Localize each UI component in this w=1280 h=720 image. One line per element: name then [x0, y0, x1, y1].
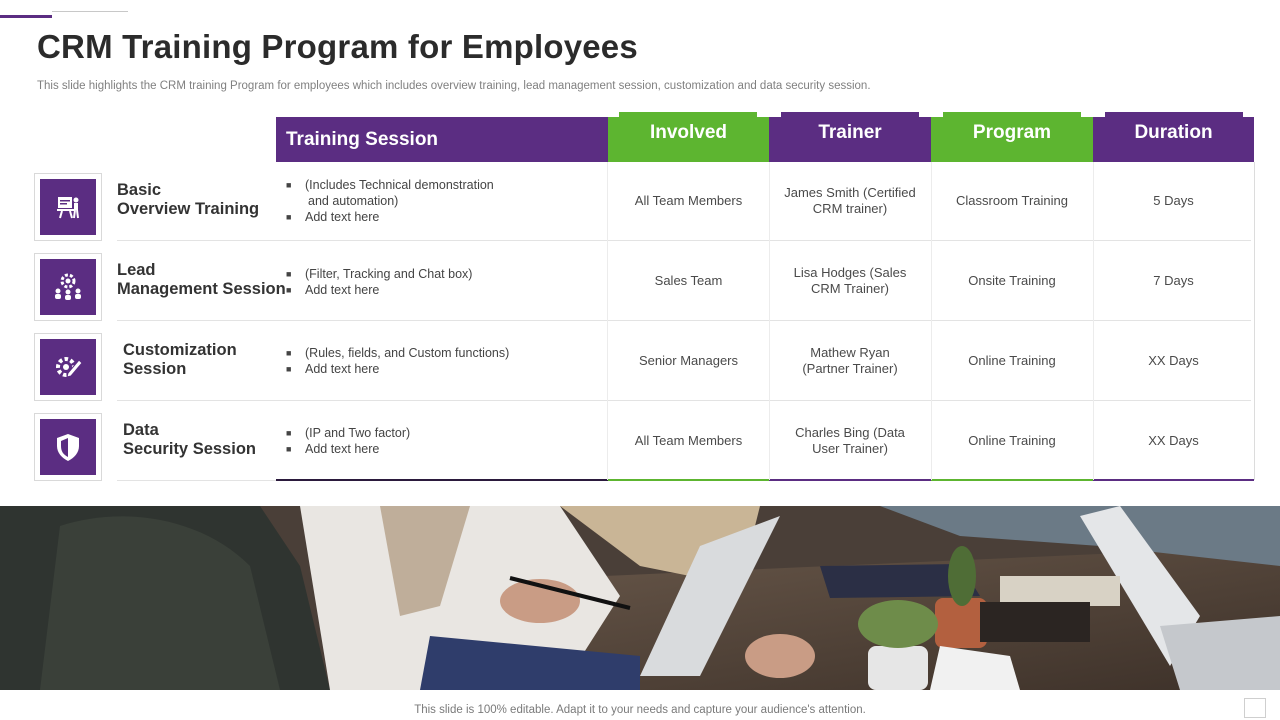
involved-cell: All Team Members — [634, 432, 743, 448]
program-cell: Onsite Training — [968, 272, 1056, 288]
trainer-cell: Mathew Ryan (Partner Trainer) — [802, 344, 898, 376]
row-icon-box — [34, 253, 102, 321]
row-label: Basic Overview Training — [117, 181, 260, 218]
column-divider — [1254, 162, 1255, 480]
row-label: Lead Management Session — [117, 261, 286, 298]
duration-cell: 5 Days — [1153, 193, 1194, 208]
program-cell: Classroom Training — [956, 193, 1068, 208]
accent-line-gray — [52, 11, 128, 12]
footer-note: This slide is 100% editable. Adapt it to your needs and capture your audience's attention. — [414, 704, 866, 716]
row-label: Customization Session — [123, 341, 237, 378]
trainer-cell: James Smith (Certified CRM trainer) — [784, 185, 916, 216]
session-bullets: ■ (Includes Technical demonstration and automation) ■ Add text here — [286, 178, 494, 224]
team-gear-icon — [52, 271, 84, 303]
header-trainer: Trainer — [769, 117, 931, 162]
trainer-cell: Charles Bing (Data User Trainer) — [795, 424, 905, 456]
session-bullets: ■ (Filter, Tracking and Chat box) ■ Add text here — [286, 267, 473, 297]
involved-cell: All Team Members — [634, 193, 743, 208]
row-icon-box — [34, 333, 102, 401]
accent-line — [0, 15, 52, 18]
page-subtitle: This slide highlights the CRM training Program for employees which includes overview training, lead management session, customization and data security session. — [37, 80, 871, 92]
row-label: Data Security Session — [123, 421, 256, 458]
duration-cell: 7 Days — [1153, 272, 1194, 288]
header-duration: Duration — [1093, 117, 1254, 162]
header-involved: Involved — [608, 117, 769, 162]
session-bullets: ■ (Rules, fields, and Custom functions) ■ Add text here — [286, 346, 510, 376]
meeting-photo — [0, 506, 1280, 690]
header-program: Program — [931, 117, 1093, 162]
row-icon-box — [34, 173, 102, 241]
row-divider — [117, 480, 277, 481]
row-icon-box — [34, 413, 102, 481]
program-cell: Online Training — [968, 352, 1056, 368]
header-training-session: Training Session — [276, 117, 608, 162]
program-cell: Online Training — [968, 432, 1056, 448]
gear-pencil-icon — [52, 351, 84, 383]
trainer-cell: Lisa Hodges (Sales CRM Trainer) — [793, 264, 907, 296]
session-bullets: ■ (IP and Two factor) ■ Add text here — [286, 426, 411, 456]
table-bottom-line — [276, 479, 608, 481]
involved-cell: Senior Managers — [639, 352, 738, 368]
duration-cell: XX Days — [1148, 352, 1199, 368]
corner-box — [1244, 698, 1266, 718]
involved-cell: Sales Team — [654, 272, 723, 288]
shield-icon — [52, 431, 84, 463]
presentation-icon — [53, 192, 83, 222]
duration-cell: XX Days — [1148, 432, 1199, 448]
page-title: CRM Training Program for Employees — [37, 28, 638, 65]
